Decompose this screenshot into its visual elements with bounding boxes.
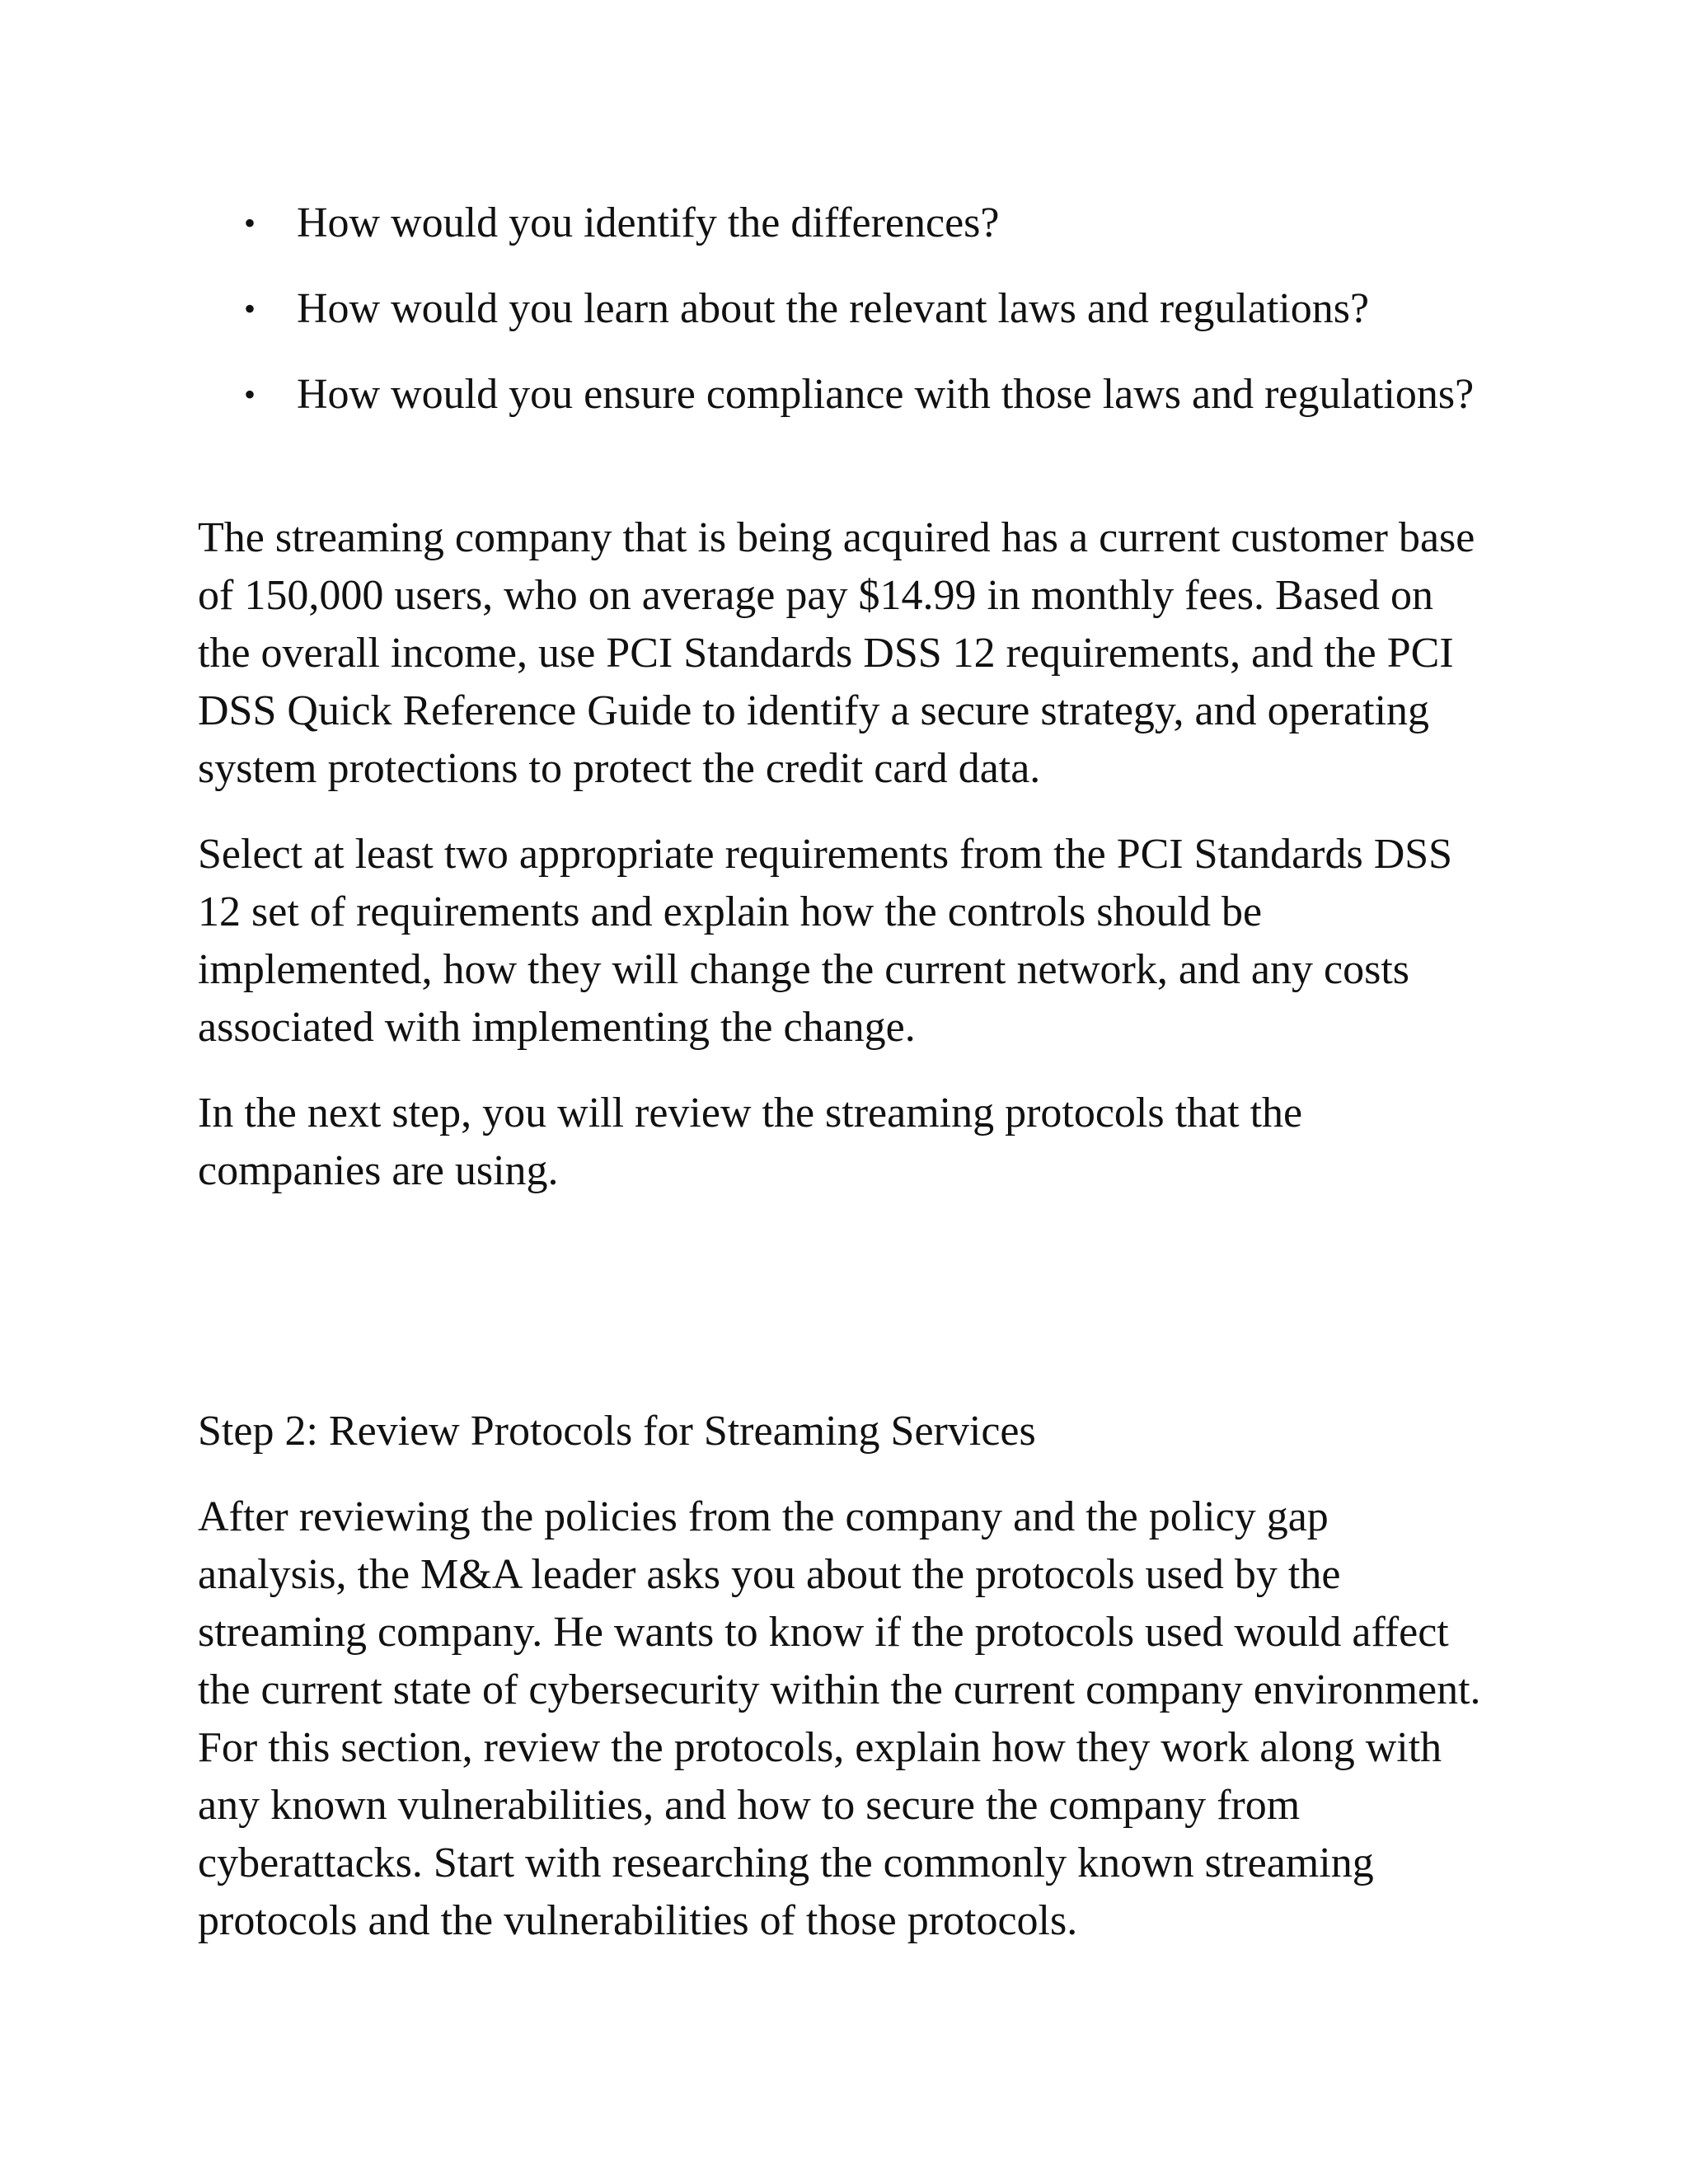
bullet-item-identify-differences <box>198 194 1484 252</box>
paragraph-select-requirements: Select at least two appropriate requirements from the PCI Standards DSS 12 set of requirements and explain how the controls should be implemented, how they will change the current network, and any costs associated with implementing the change. <box>198 831 1453 1051</box>
bullet-text: How would you ensure compliance with those laws and regulations? <box>297 371 1475 418</box>
bullet-icon: • <box>244 376 256 413</box>
step2-heading: Step 2: Review Protocols for Streaming Services <box>198 1408 1036 1455</box>
bullet-item-ensure-compliance <box>198 366 1484 424</box>
step2-body-paragraph: After reviewing the policies from the company and the policy gap analysis, the M&A leader asks you about the protocols used by the streaming company. He wants to know if the protocols used would affect the current state of cybersecurity within the current company environment. For this section, review the protocols, explain how they work along with any known vulnerabilities, and how to secure the company from cyberattacks. Start with researching the commonly known streaming protocols and the vulnerabilities of those protocols. <box>198 1493 1481 1944</box>
bullet-text: How would you identify the differences? <box>297 199 1000 246</box>
bullet-icon: • <box>244 290 256 327</box>
paragraph-next-step: In the next step, you will review the streaming protocols that the companies are using. <box>198 1090 1303 1194</box>
bullet-item-learn-laws <box>198 280 1484 338</box>
question-bullet-list <box>198 194 1484 452</box>
bullet-icon: • <box>244 204 256 241</box>
bullet-text: How would you learn about the relevant laws and regulations? <box>297 285 1370 332</box>
paragraph-customer-base: The streaming company that is being acquired has a current customer base of 150,000 users, who on average pay $14.99 in monthly fees. Based on the overall income, use PCI Standards DSS 12 requirements, and the PCI DSS Quick Reference Guide to identify a secure strategy, and operating system protections to protect the credit card data. <box>198 514 1475 792</box>
